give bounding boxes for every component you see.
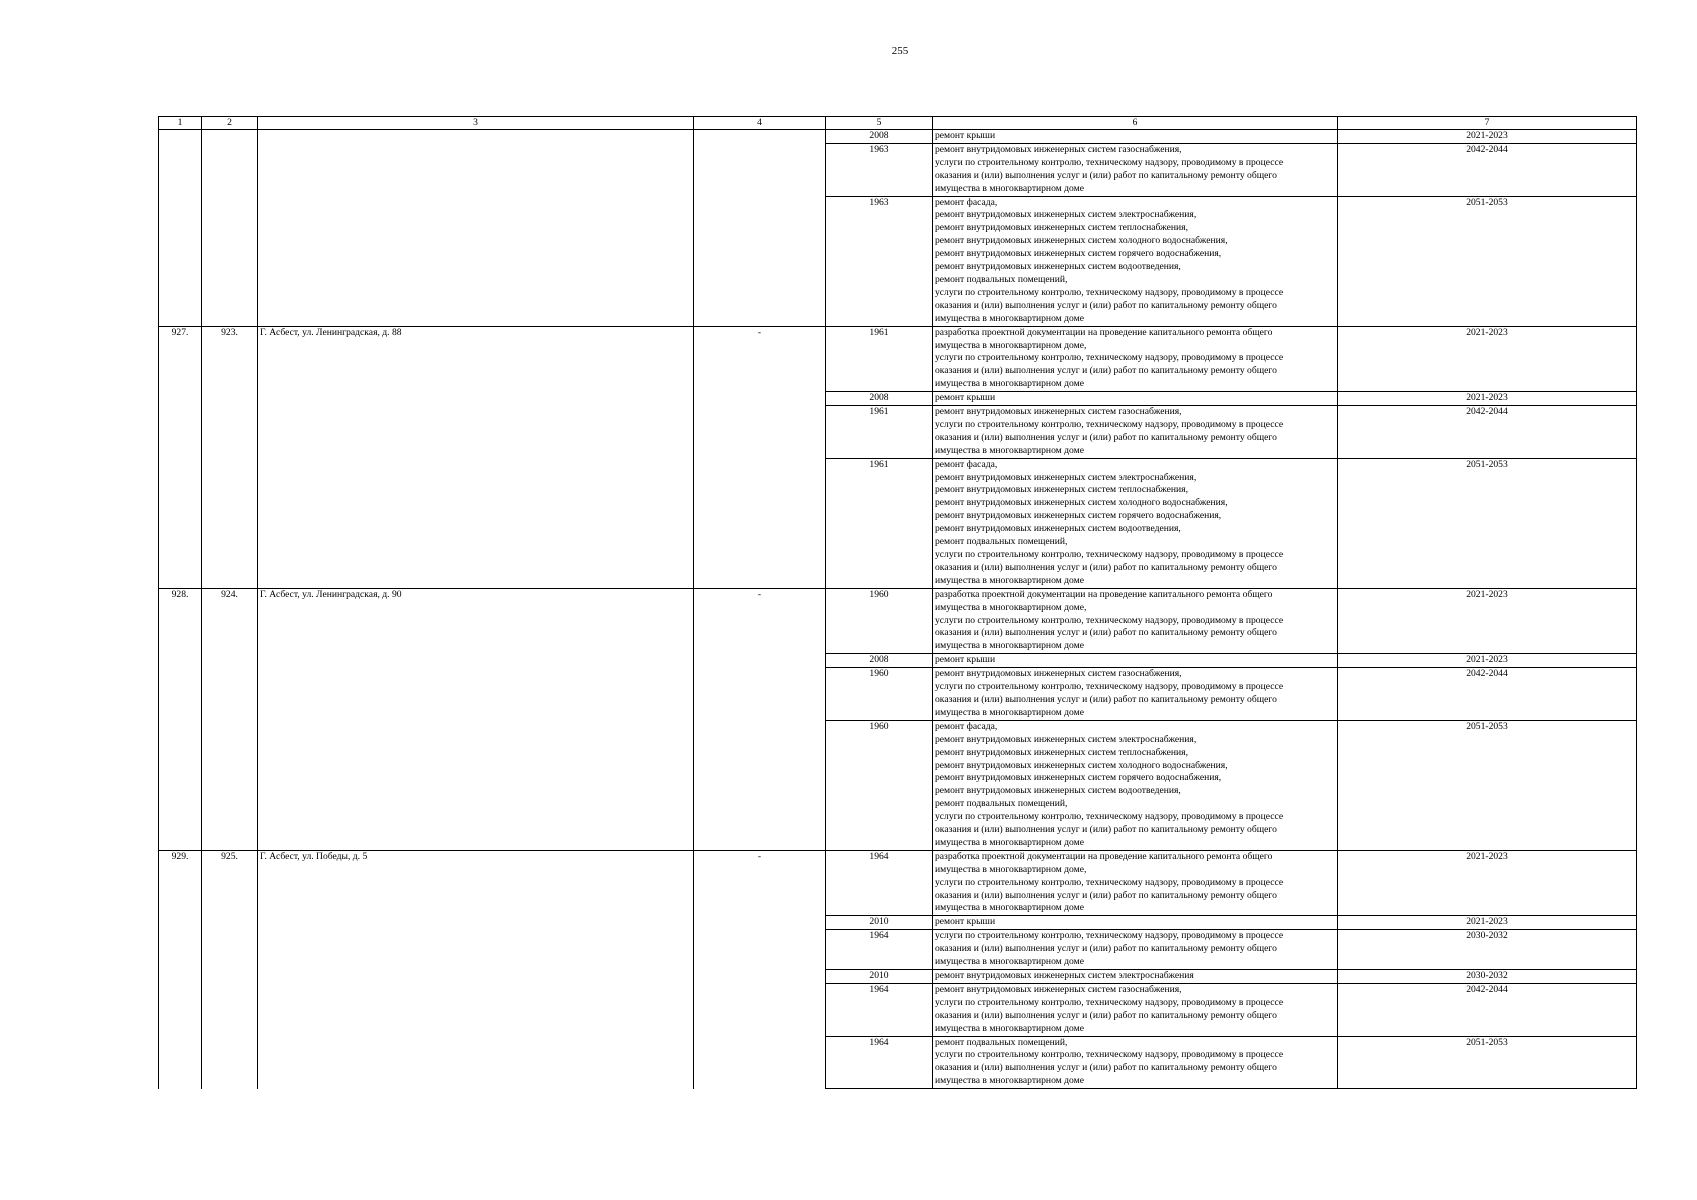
header-cell: 5 [826, 117, 933, 130]
works-cell: ремонт подвальных помещений, услуги по строительному контролю, техническому надзору, проводимому в процессе оказания и (или) выполнения услуг и (или) работ по капитальному ремонту общего имущества в многоквартирном доме [933, 1036, 1338, 1089]
year-cell: 1961 [826, 326, 933, 392]
year-cell: 2010 [826, 970, 933, 984]
period-cell: 2051-2053 [1338, 1036, 1637, 1089]
year-cell: 1960 [826, 668, 933, 721]
header-cell: 3 [258, 117, 694, 130]
works-cell: ремонт фасада, ремонт внутридомовых инженерных систем электроснабжения, ремонт внутридомовых инженерных систем теплоснабжения, ремонт внутридомовых инженерных систем холодного водоснабжения, ремонт внутридомовых инженерных систем горячего водоснабжения, ремонт внутридомовых инженерных систем водоотведения, ремонт подвальных помещений, услуги по строительному контролю, техническому надзору, проводимому в процессе оказания и (или) выполнения услуг и (или) работ по капитальному ремонту общего имущества в многоквартирном доме [933, 458, 1338, 588]
col4-cell: - [694, 588, 826, 850]
works-cell: ремонт фасада, ремонт внутридомовых инженерных систем электроснабжения, ремонт внутридомовых инженерных систем теплоснабжения, ремонт внутридомовых инженерных систем холодного водоснабжения, ремонт внутридомовых инженерных систем горячего водоснабжения, ремонт внутридомовых инженерных систем водоотведения, ремонт подвальных помещений, услуги по строительному контролю, техническому надзору, проводимому в процессе оказания и (или) выполнения услуг и (или) работ по капитальному ремонту общего имущества в многоквартирном доме [933, 720, 1338, 850]
year-cell: 1963 [826, 143, 933, 196]
building-id-cell: 924. [202, 588, 258, 850]
building-id-cell: 923. [202, 326, 258, 588]
works-cell: ремонт крыши [933, 392, 1338, 406]
year-cell: 1964 [826, 850, 933, 916]
address-cell: Г. Асбест, ул. Ленинградская, д. 88 [258, 326, 694, 588]
building-id-cell [202, 130, 258, 327]
year-cell: 2008 [826, 130, 933, 144]
works-cell: разработка проектной документации на проведение капитального ремонта общего имущества в многоквартирном доме, услуги по строительному контролю, техническому надзору, проводимому в процессе оказания и (или) выполнения услуг и (или) работ по капитальному ремонту общего имущества в многоквартирном доме [933, 588, 1338, 654]
header-cell: 1 [159, 117, 202, 130]
works-cell: ремонт внутридомовых инженерных систем газоснабжения, услуги по строительному контролю, техническому надзору, проводимому в процессе оказания и (или) выполнения услуг и (или) работ по капитальному ремонту общего имущества в многоквартирном доме [933, 143, 1338, 196]
period-cell: 2030-2032 [1338, 970, 1637, 984]
works-cell: ремонт крыши [933, 916, 1338, 930]
period-cell: 2021-2023 [1338, 130, 1637, 144]
period-cell: 2051-2053 [1338, 196, 1637, 326]
header-cell: 6 [933, 117, 1338, 130]
table-row [159, 130, 1637, 144]
address-cell: Г. Асбест, ул. Победы, д. 5 [258, 850, 694, 1088]
works-cell: ремонт внутридомовых инженерных систем газоснабжения, услуги по строительному контролю, техническому надзору, проводимому в процессе оказания и (или) выполнения услуг и (или) работ по капитальному ремонту общего имущества в многоквартирном доме [933, 668, 1338, 721]
works-cell: ремонт фасада, ремонт внутридомовых инженерных систем электроснабжения, ремонт внутридомовых инженерных систем теплоснабжения, ремонт внутридомовых инженерных систем холодного водоснабжения, ремонт внутридомовых инженерных систем горячего водоснабжения, ремонт внутридомовых инженерных систем водоотведения, ремонт подвальных помещений, услуги по строительному контролю, техническому надзору, проводимому в процессе оказания и (или) выполнения услуг и (или) работ по капитальному ремонту общего имущества в многоквартирном доме [933, 196, 1338, 326]
building-id-cell: 925. [202, 850, 258, 1088]
table-body [159, 130, 1637, 1089]
works-cell: ремонт крыши [933, 654, 1338, 668]
year-cell: 1960 [826, 588, 933, 654]
table-header [159, 117, 1637, 130]
period-cell: 2042-2044 [1338, 143, 1637, 196]
works-cell: разработка проектной документации на проведение капитального ремонта общего имущества в многоквартирном доме, услуги по строительному контролю, техническому надзору, проводимому в процессе оказания и (или) выполнения услуг и (или) работ по капитальному ремонту общего имущества в многоквартирном доме [933, 326, 1338, 392]
row-number-cell [159, 130, 202, 327]
year-cell: 1961 [826, 406, 933, 459]
header-cell: 2 [202, 117, 258, 130]
table-row [159, 588, 1637, 654]
year-cell: 1960 [826, 720, 933, 850]
col4-cell: - [694, 850, 826, 1088]
address-cell: Г. Асбест, ул. Ленинградская, д. 90 [258, 588, 694, 850]
year-cell: 1961 [826, 458, 933, 588]
period-cell: 2021-2023 [1338, 392, 1637, 406]
period-cell: 2021-2023 [1338, 326, 1637, 392]
works-cell: услуги по строительному контролю, техническому надзору, проводимому в процессе оказания и (или) выполнения услуг и (или) работ по капитальному ремонту общего имущества в многоквартирном доме [933, 930, 1338, 970]
year-cell: 1963 [826, 196, 933, 326]
row-number-cell: 929. [159, 850, 202, 1088]
page-number: 255 [891, 45, 909, 57]
address-cell [258, 130, 694, 327]
period-cell: 2042-2044 [1338, 983, 1637, 1036]
year-cell: 1964 [826, 1036, 933, 1089]
works-cell: ремонт внутридомовых инженерных систем газоснабжения, услуги по строительному контролю, техническому надзору, проводимому в процессе оказания и (или) выполнения услуг и (или) работ по капитальному ремонту общего имущества в многоквартирном доме [933, 406, 1338, 459]
period-cell: 2021-2023 [1338, 916, 1637, 930]
row-number-cell: 928. [159, 588, 202, 850]
col4-cell [694, 130, 826, 327]
period-cell: 2051-2053 [1338, 458, 1637, 588]
period-cell: 2051-2053 [1338, 720, 1637, 850]
table-row [159, 326, 1637, 392]
period-cell: 2021-2023 [1338, 654, 1637, 668]
year-cell: 2010 [826, 916, 933, 930]
period-cell: 2030-2032 [1338, 930, 1637, 970]
works-cell: ремонт внутридомовых инженерных систем газоснабжения, услуги по строительному контролю, техническому надзору, проводимому в процессе оказания и (или) выполнения услуг и (или) работ по капитальному ремонту общего имущества в многоквартирном доме [933, 983, 1338, 1036]
period-cell: 2021-2023 [1338, 850, 1637, 916]
table-row [159, 850, 1637, 916]
works-cell: ремонт внутридомовых инженерных систем электроснабжения [933, 970, 1338, 984]
year-cell: 1964 [826, 983, 933, 1036]
col4-cell: - [694, 326, 826, 588]
year-cell: 2008 [826, 654, 933, 668]
year-cell: 2008 [826, 392, 933, 406]
works-cell: ремонт крыши [933, 130, 1338, 144]
capital-repair-table [158, 116, 1637, 1089]
year-cell: 1964 [826, 930, 933, 970]
period-cell: 2042-2044 [1338, 406, 1637, 459]
works-cell: разработка проектной документации на проведение капитального ремонта общего имущества в многоквартирном доме, услуги по строительному контролю, техническому надзору, проводимому в процессе оказания и (или) выполнения услуг и (или) работ по капитальному ремонту общего имущества в многоквартирном доме [933, 850, 1338, 916]
header-cell: 4 [694, 117, 826, 130]
header-cell: 7 [1338, 117, 1637, 130]
period-cell: 2042-2044 [1338, 668, 1637, 721]
period-cell: 2021-2023 [1338, 588, 1637, 654]
row-number-cell: 927. [159, 326, 202, 588]
